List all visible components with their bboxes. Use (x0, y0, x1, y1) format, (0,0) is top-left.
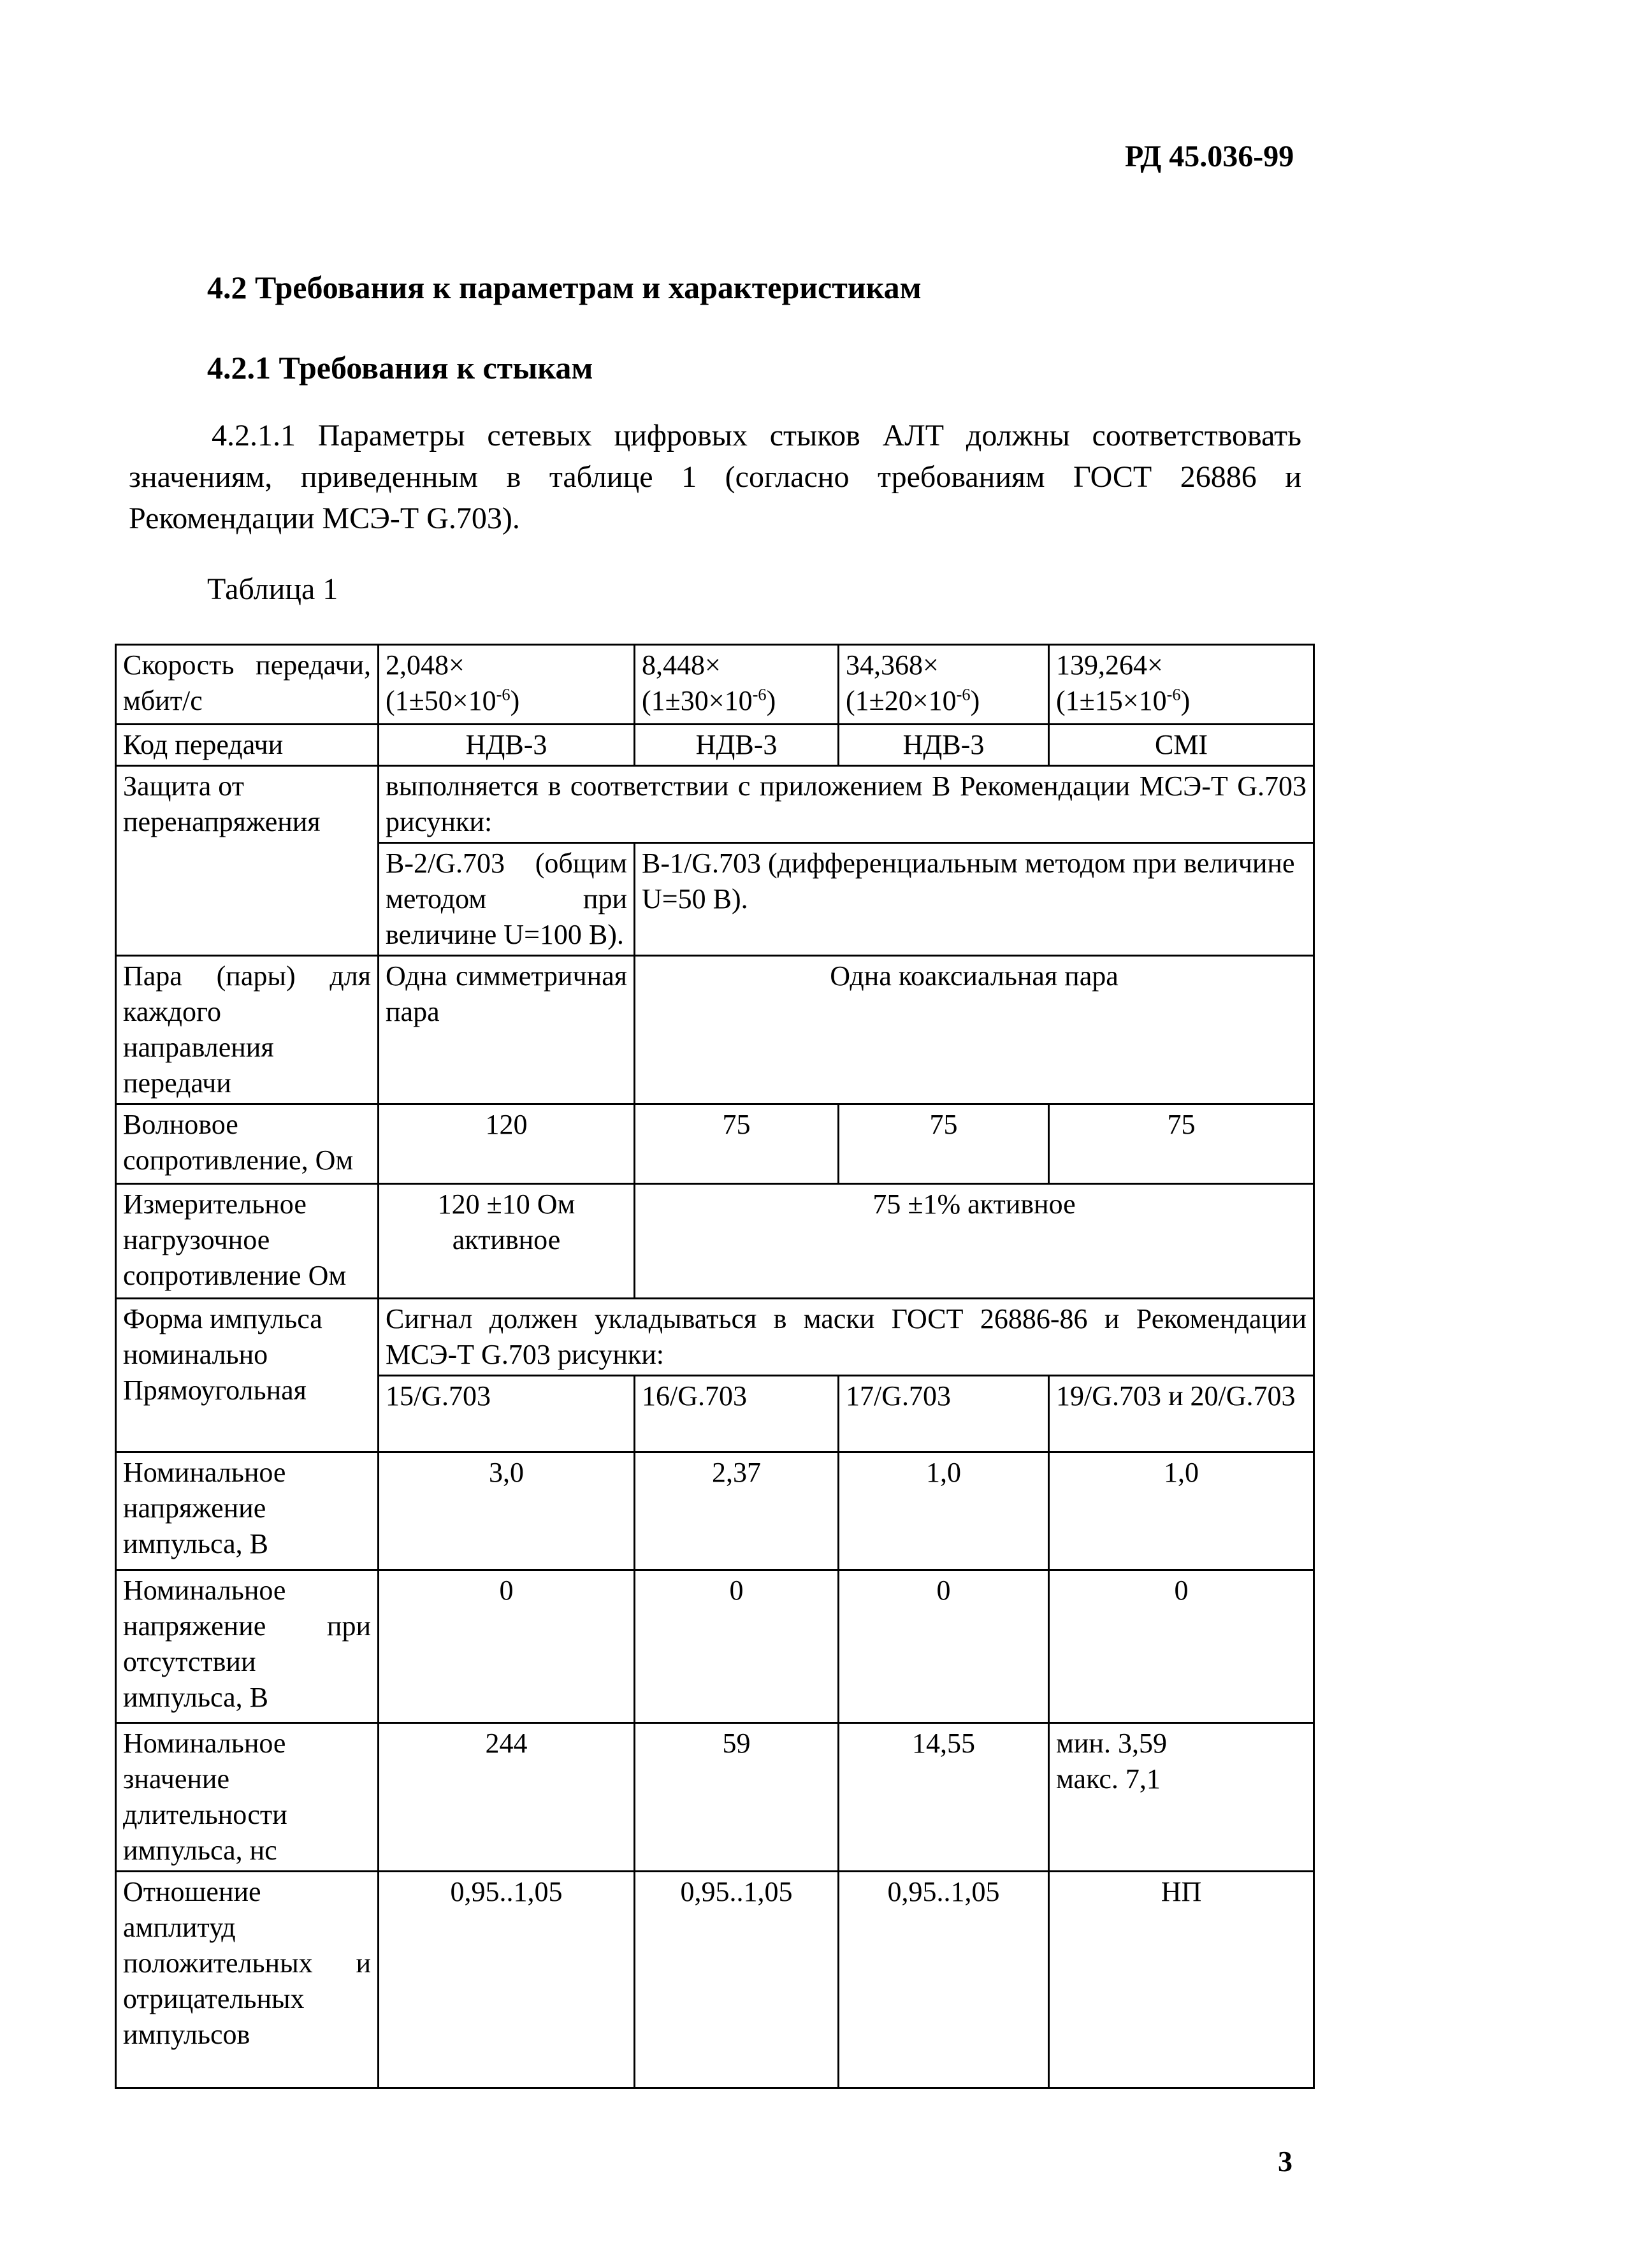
table-row (116, 1184, 1314, 1299)
speed-tolerance: $(1\pm 20\times 10^{-6})$ (846, 684, 980, 716)
pulse-shape-figure: 19/G.703 и 20/G.703 (1049, 1376, 1314, 1452)
speed-value: 34,368× (846, 649, 939, 681)
document-code: РД 45.036-99 (1125, 140, 1294, 173)
speed-value: 139,264× (1056, 649, 1163, 681)
pairs-coaxial: Одна коаксиальная пара (635, 956, 1314, 1104)
row-label-duration: Номинальное значение длительности импульса, нс (116, 1723, 379, 1872)
impedance-value: 120 (379, 1104, 635, 1184)
zero-voltage-value: 0 (839, 1570, 1049, 1723)
impedance-value: 75 (1049, 1104, 1314, 1184)
ratio-value: 0,95..1,05 (635, 1872, 839, 2088)
row-label-pairs: Пара (пары) для каждого направления передачи (116, 956, 379, 1104)
pulse-shape-figure: 16/G.703 (635, 1376, 839, 1452)
pulse-shape-figure: 15/G.703 (379, 1376, 635, 1452)
row-label-load: Измерительное нагрузочное сопротивление Ом (116, 1184, 379, 1299)
speed-cell (1049, 645, 1314, 725)
code-value: НДВ-3 (379, 725, 635, 766)
code-value: НДВ-3 (635, 725, 839, 766)
section-heading: 4.2 Требования к параметрам и характеристикам (207, 270, 922, 305)
speed-cell (839, 645, 1049, 725)
zero-voltage-value: 0 (635, 1570, 839, 1723)
row-label-code: Код передачи (116, 725, 379, 766)
table-caption: Таблица 1 (207, 572, 338, 606)
pairs-symmetric: Одна симметричная пара (379, 956, 635, 1104)
duration-max: макс. 7,1 (1056, 1763, 1161, 1795)
row-label-pulse-shape: Форма импульса номинально Прямоугольная (116, 1299, 379, 1452)
code-value: CMI (1049, 725, 1314, 766)
voltage-value: 1,0 (839, 1452, 1049, 1570)
speed-tolerance: $(1\pm 30\times 10^{-6})$ (642, 684, 776, 716)
duration-value: 244 (379, 1723, 635, 1872)
zero-voltage-value: 0 (1049, 1570, 1314, 1723)
table-row (116, 1299, 1314, 1376)
code-value: НДВ-3 (839, 725, 1049, 766)
row-label-zero-voltage: Номинальное напряжение при отсутствии импульса, В (116, 1570, 379, 1723)
protection-differential: B-1/G.703 (дифференциальным методом при величине U=50 B). (635, 843, 1314, 956)
body-paragraph: 4.2.1.1 Параметры сетевых цифровых стыков АЛТ должны соответствовать значениям, приведенным в таблице 1 (согласно требованиям ГОСТ 26886 и Рекомендации МСЭ-Т G.703). (129, 419, 1301, 535)
voltage-value: 3,0 (379, 1452, 635, 1570)
impedance-value: 75 (839, 1104, 1049, 1184)
table-row (116, 956, 1314, 1104)
protection-intro: выполняется в соответствии с приложением В Рекомендации МСЭ-Т G.703 рисунки: (379, 766, 1314, 843)
row-label-protection: Защита от перенапряжения (116, 766, 379, 956)
table-row (116, 725, 1314, 766)
duration-value-range (1049, 1723, 1314, 1872)
pulse-shape-intro: Сигнал должен укладываться в маски ГОСТ 26886-86 и Рекомендации МСЭ-Т G.703 рисунки: (379, 1299, 1314, 1376)
parameters-table (115, 644, 1315, 2089)
page-number: 3 (1278, 2145, 1292, 2178)
protection-common: B-2/G.703 (общим методом при величине U=100 B). (379, 843, 635, 956)
table-row (116, 766, 1314, 843)
row-label-speed: Скорость передачи, мбит/с (116, 645, 379, 725)
speed-tolerance: $(1\pm 50\times 10^{-6})$ (386, 684, 520, 716)
voltage-value: 1,0 (1049, 1452, 1314, 1570)
table-row (116, 1570, 1314, 1723)
pulse-shape-figure: 17/G.703 (839, 1376, 1049, 1452)
speed-value: 2,048× (386, 649, 465, 681)
voltage-value: 2,37 (635, 1452, 839, 1570)
ratio-value: 0,95..1,05 (839, 1872, 1049, 2088)
duration-value: 14,55 (839, 1723, 1049, 1872)
speed-cell (379, 645, 635, 725)
zero-voltage-value: 0 (379, 1570, 635, 1723)
subsection-heading: 4.2.1 Требования к стыкам (207, 350, 593, 386)
table-row (116, 1104, 1314, 1184)
load-symmetric: 120 ±10 Ом активное (379, 1184, 635, 1299)
table-row (116, 1723, 1314, 1872)
duration-min: мин. 3,59 (1056, 1728, 1167, 1759)
ratio-value: 0,95..1,05 (379, 1872, 635, 2088)
ratio-value: НП (1049, 1872, 1314, 2088)
table-row (116, 1452, 1314, 1570)
row-label-impedance: Волновое сопротивление, Ом (116, 1104, 379, 1184)
table-row (116, 1872, 1314, 2088)
speed-value: 8,448× (642, 649, 721, 681)
table-row (116, 645, 1314, 725)
speed-tolerance: $(1\pm 15\times 10^{-6})$ (1056, 684, 1191, 716)
impedance-value: 75 (635, 1104, 839, 1184)
load-coaxial: 75 ±1% активное (635, 1184, 1314, 1299)
speed-cell (635, 645, 839, 725)
row-label-voltage: Номинальное напряжение импульса, В (116, 1452, 379, 1570)
duration-value: 59 (635, 1723, 839, 1872)
row-label-ratio: Отношение амплитуд положительных и отрицательных импульсов (116, 1872, 379, 2088)
